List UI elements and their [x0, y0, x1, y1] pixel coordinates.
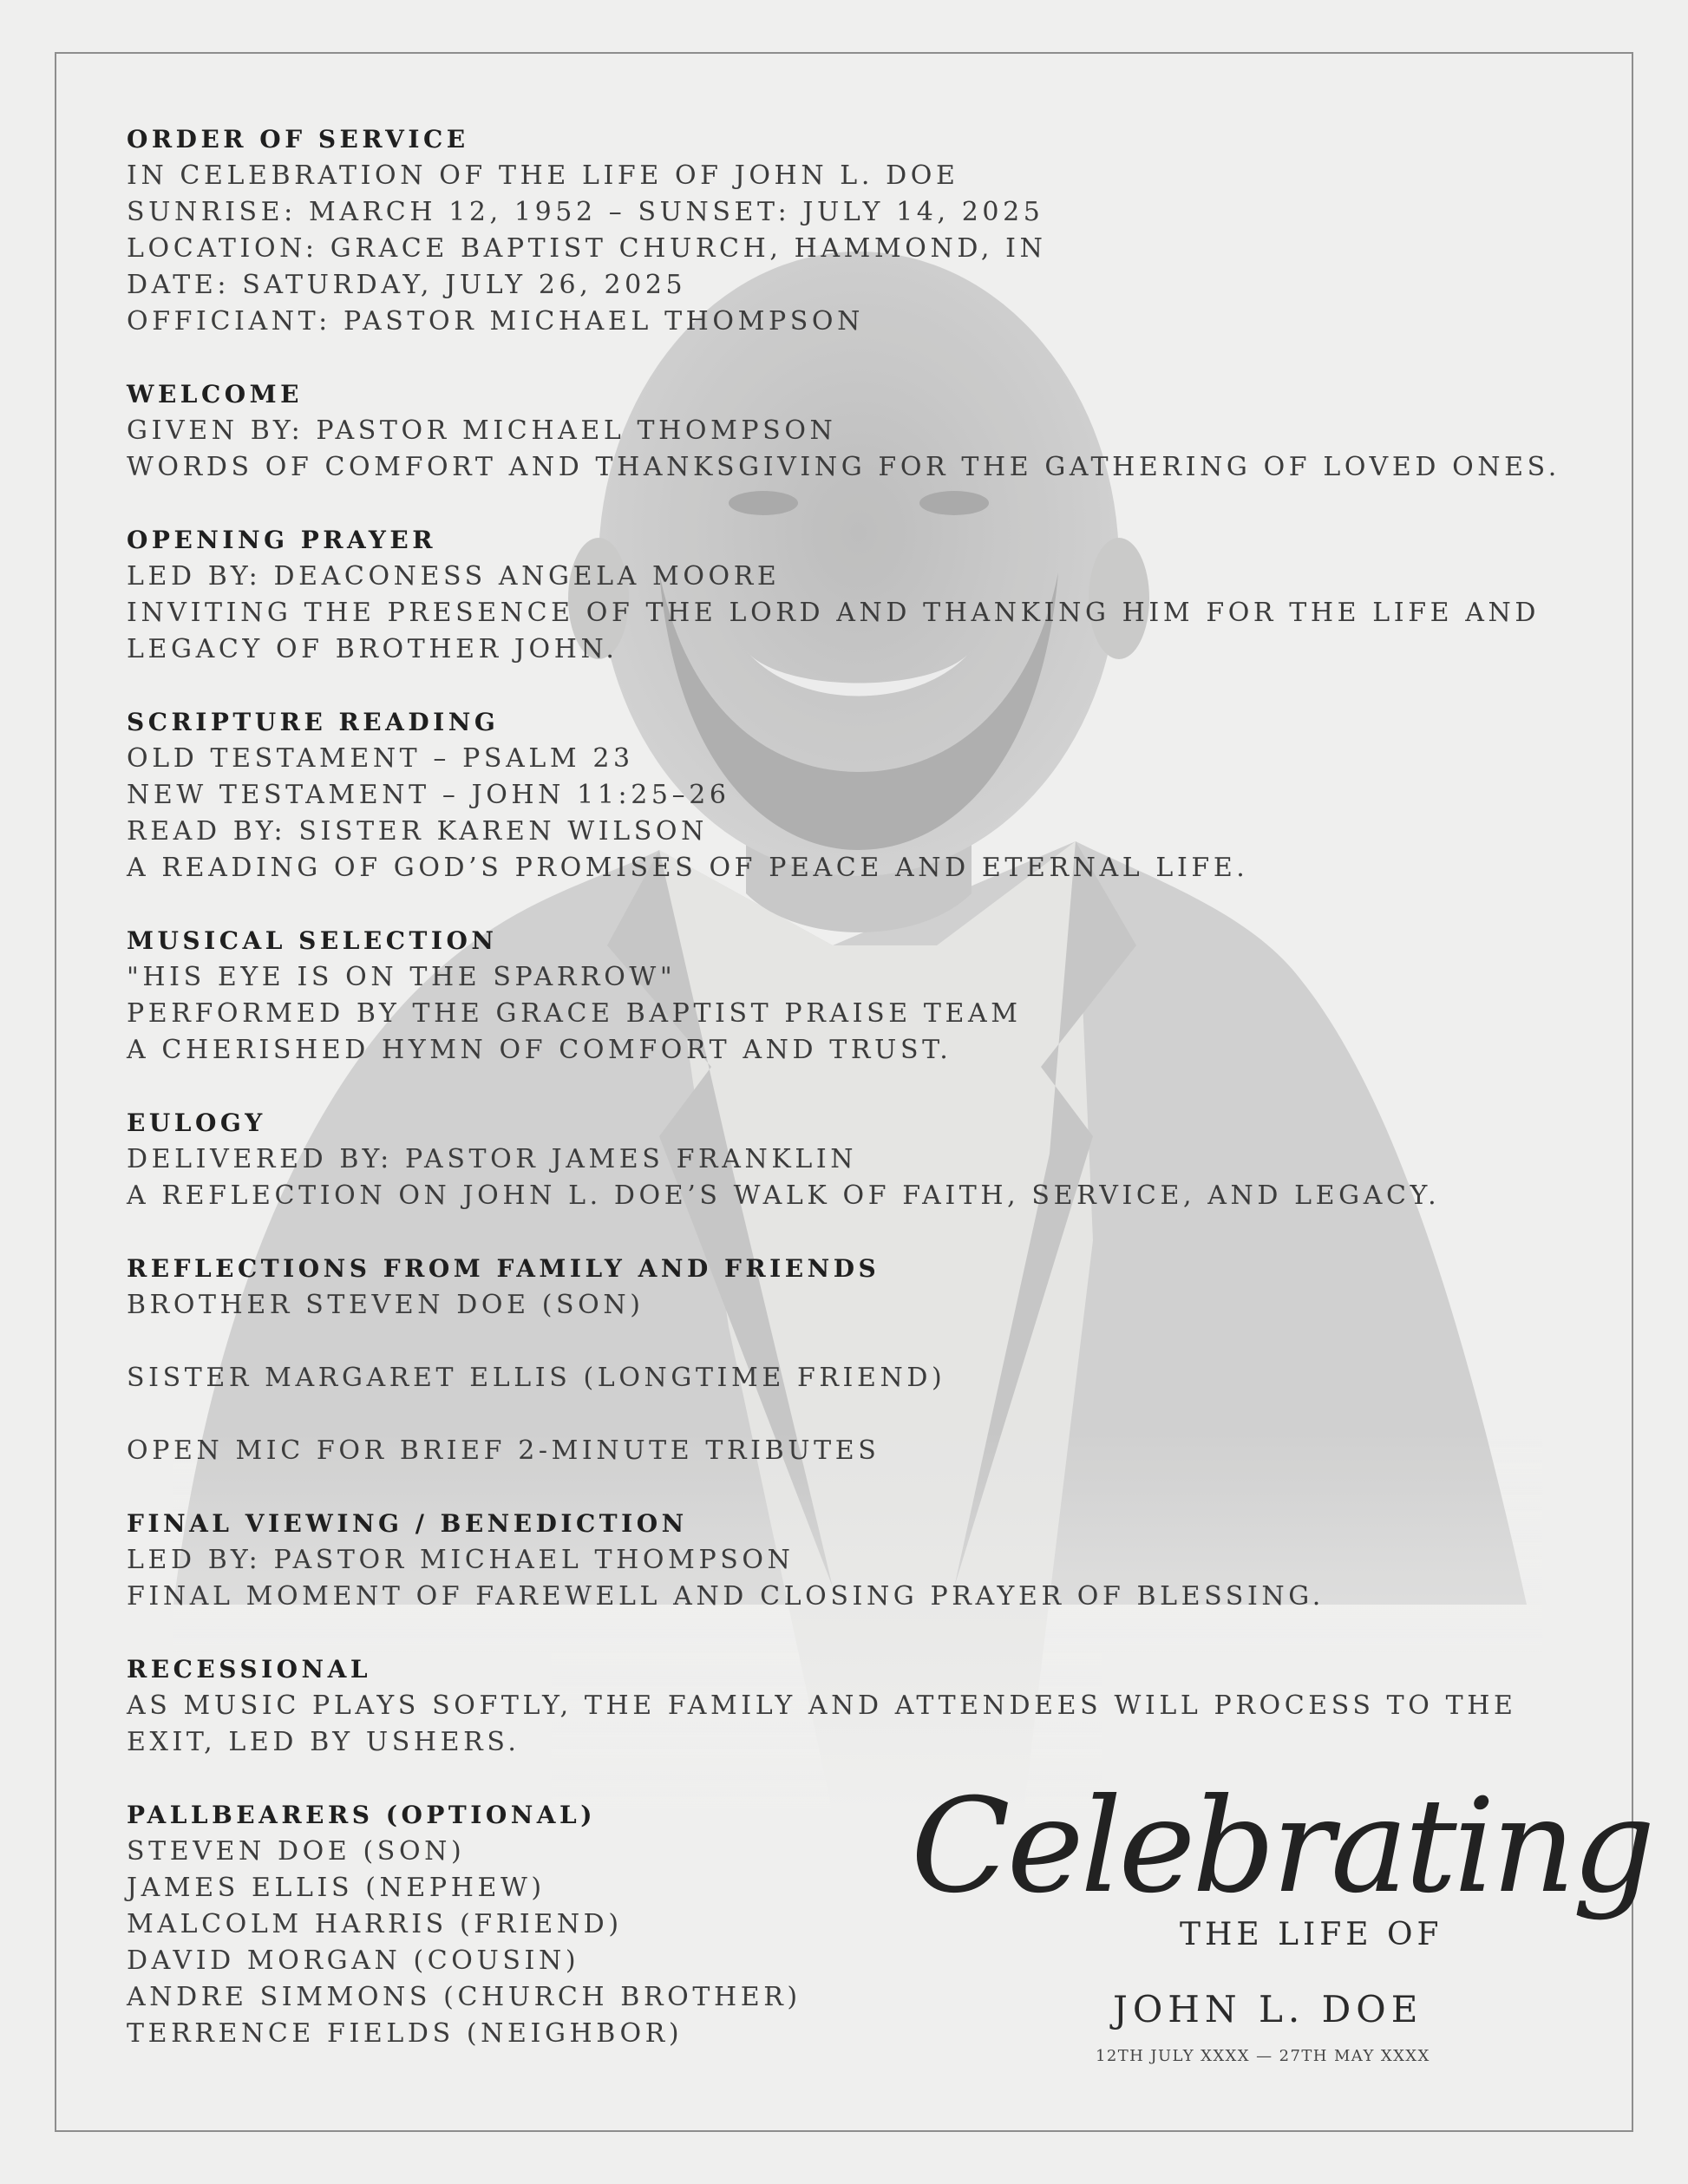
- section-heading: WELCOME: [127, 380, 303, 409]
- section-heading: MUSICAL SELECTION: [127, 926, 498, 955]
- service-line: DELIVERED BY: PASTOR JAMES FRANKLIN: [127, 1144, 858, 1174]
- pallbearer-name: MALCOLM HARRIS (FRIEND): [127, 1909, 623, 1939]
- deceased-name: JOHN L. DOE: [1113, 1988, 1423, 2030]
- service-line: SISTER MARGARET ELLIS (LONGTIME FRIEND): [127, 1363, 946, 1393]
- section-heading: OPENING PRAYER: [127, 526, 436, 554]
- service-line: PERFORMED BY THE GRACE BAPTIST PRAISE TEAM: [127, 998, 1022, 1029]
- subtitle-the-life-of: THE LIFE OF: [1180, 1917, 1443, 1952]
- service-line: WORDS OF COMFORT AND THANKSGIVING FOR THE GATHERING OF LOVED ONES.: [127, 452, 1560, 482]
- pallbearer-name: DAVID MORGAN (COUSIN): [127, 1945, 580, 1976]
- service-line: OFFICIANT: PASTOR MICHAEL THOMPSON: [127, 306, 864, 337]
- section-heading: EULOGY: [127, 1108, 266, 1137]
- section-opening-prayer: [127, 522, 1567, 668]
- section-heading: RECESSIONAL: [127, 1655, 372, 1684]
- spacer: [127, 1396, 1567, 1433]
- service-line: GIVEN BY: PASTOR MICHAEL THOMPSON: [127, 415, 837, 446]
- service-line: OLD TESTAMENT – PSALM 23: [127, 743, 634, 774]
- section-heading: FINAL VIEWING / BENEDICTION: [127, 1509, 688, 1538]
- service-line: LED BY: DEACONESS ANGELA MOORE: [127, 561, 781, 592]
- service-line: AS MUSIC PLAYS SOFTLY, THE FAMILY AND ATTENDEES WILL PROCESS TO THE: [127, 1690, 1517, 1721]
- section-heading: REFLECTIONS FROM FAMILY AND FRIENDS: [127, 1254, 880, 1283]
- service-line: A CHERISHED HYMN OF COMFORT AND TRUST.: [127, 1035, 952, 1065]
- service-line: LEGACY OF BROTHER JOHN.: [127, 634, 618, 664]
- svg-text:Celebrating: Celebrating: [911, 1771, 1652, 1922]
- service-line: SUNRISE: MARCH 12, 1952 – SUNSET: JULY 14, 2025: [127, 197, 1044, 227]
- pallbearer-name: STEVEN DOE (SON): [127, 1836, 466, 1867]
- section-heading: SCRIPTURE READING: [127, 708, 500, 736]
- service-line: LOCATION: GRACE BAPTIST CHURCH, HAMMOND, IN: [127, 233, 1047, 264]
- service-line: DATE: SATURDAY, JULY 26, 2025: [127, 270, 687, 300]
- section-heading: ORDER OF SERVICE: [127, 125, 469, 154]
- pallbearer-name: ANDRE SIMMONS (CHURCH BROTHER): [127, 1982, 801, 2012]
- service-line: BROTHER STEVEN DOE (SON): [127, 1290, 644, 1320]
- service-line: EXIT, LED BY USHERS.: [127, 1727, 520, 1757]
- section-heading: PALLBEARERS (OPTIONAL): [127, 1801, 596, 1829]
- service-line: READ BY: SISTER KAREN WILSON: [127, 816, 708, 847]
- section-final-viewing: [127, 1506, 1567, 1615]
- life-dates: 12TH JULY XXXX — 27TH MAY XXXX: [1096, 2047, 1430, 2065]
- service-line: A REFLECTION ON JOHN L. DOE’S WALK OF FAITH, SERVICE, AND LEGACY.: [127, 1180, 1441, 1211]
- service-line: INVITING THE PRESENCE OF THE LORD AND THANKING HIM FOR THE LIFE AND: [127, 598, 1541, 628]
- celebrating-badge: [902, 1761, 1652, 2073]
- service-line: "HIS EYE IS ON THE SPARROW": [127, 962, 677, 992]
- section-order-of-service: [127, 121, 1567, 340]
- section-recessional: [127, 1651, 1567, 1761]
- section-musical-selection: [127, 923, 1567, 1069]
- service-line: A READING OF GOD’S PROMISES OF PEACE AND ETERNAL LIFE.: [127, 853, 1249, 883]
- pallbearer-name: JAMES ELLIS (NEPHEW): [127, 1873, 546, 1903]
- service-line: LED BY: PASTOR MICHAEL THOMPSON: [127, 1545, 795, 1575]
- service-line: IN CELEBRATION OF THE LIFE OF JOHN L. DOE: [127, 160, 959, 191]
- section-welcome: [127, 376, 1567, 486]
- celebrating-script-title: [902, 1761, 1652, 1934]
- service-line: NEW TESTAMENT – JOHN 11:25–26: [127, 780, 730, 810]
- service-line: FINAL MOMENT OF FAREWELL AND CLOSING PRAYER OF BLESSING.: [127, 1581, 1325, 1612]
- spacer: [127, 1324, 1567, 1360]
- pallbearer-name: TERRENCE FIELDS (NEIGHBOR): [127, 2018, 684, 2049]
- section-reflections: [127, 1251, 1567, 1469]
- service-line: OPEN MIC FOR BRIEF 2-MINUTE TRIBUTES: [127, 1435, 880, 1466]
- section-eulogy: [127, 1105, 1567, 1214]
- section-scripture-reading: [127, 704, 1567, 886]
